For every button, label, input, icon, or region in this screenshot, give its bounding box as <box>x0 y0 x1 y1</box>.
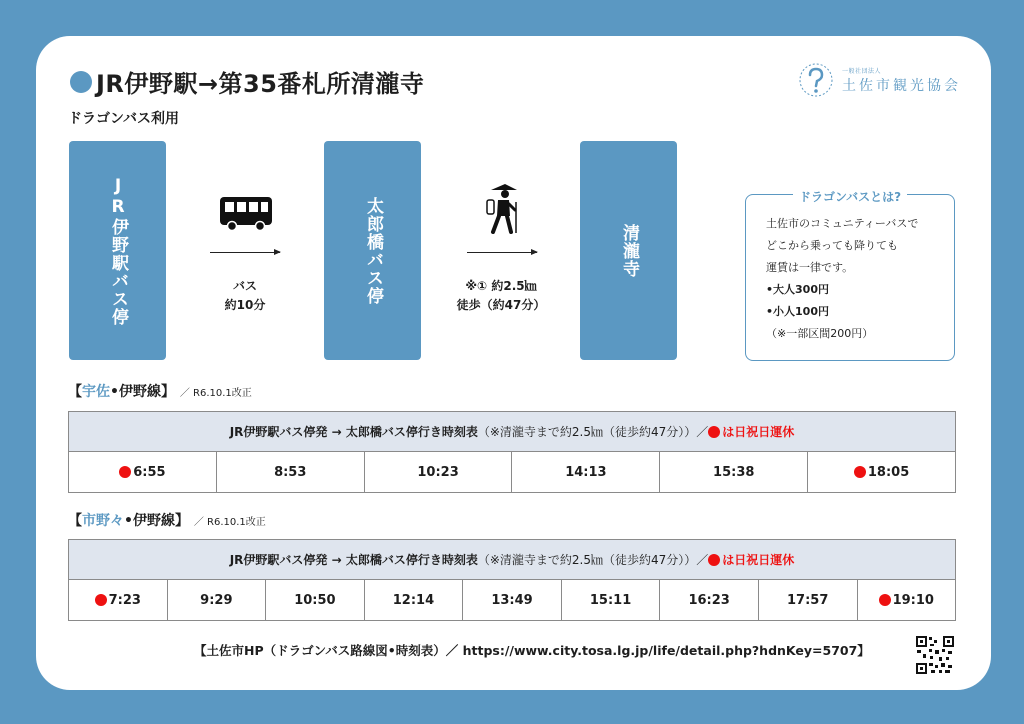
route-name: 宇佐 <box>82 384 110 400</box>
stop-kiyotakiji <box>580 141 677 360</box>
timetable-ichinono <box>68 539 956 621</box>
bracket: 【 <box>68 513 82 529</box>
header-note: （※清瀧寺まで約2.5㎞（徒歩約47分））／ <box>477 425 709 439</box>
time-text: 10:23 <box>417 464 459 480</box>
adult-fare: •大人300円 <box>766 283 829 296</box>
info-line: 土佐市のコミュニティーバスで <box>766 217 919 230</box>
time-text: 10:50 <box>294 592 336 608</box>
page-subtitle: ドラゴンバス利用 <box>68 111 180 127</box>
walk-leg-label <box>445 277 557 314</box>
logo-question-icon <box>798 62 834 98</box>
departure-time <box>217 452 365 492</box>
bracket: 】 <box>160 384 175 400</box>
time-text: 6:55 <box>133 464 166 480</box>
header-holiday: は日祝日運休 <box>722 553 795 567</box>
logo-subtext: 一般社団法人 <box>842 67 882 75</box>
time-text: 19:10 <box>892 592 934 608</box>
header-main: JR伊野駅バス停発 → 太郎橋バス停行き時刻表 <box>229 553 478 567</box>
bracket: 【 <box>68 384 82 400</box>
page-title <box>70 64 424 99</box>
tourism-association-logo <box>798 62 961 98</box>
info-heading: ドラゴンバスとは? <box>793 190 907 204</box>
departure-time <box>512 452 660 492</box>
bus-icon <box>219 196 273 232</box>
header-main: JR伊野駅バス停発 → 太郎橋バス停行き時刻表 <box>229 425 478 439</box>
fare-note: （※一部区間200円） <box>766 327 874 340</box>
logo-name: 土佐市観光協会 <box>842 77 961 94</box>
time-text: 9:29 <box>200 592 233 608</box>
route-rest: •伊野線 <box>110 384 161 400</box>
holiday-dot-icon <box>854 466 866 478</box>
departure-time <box>759 580 858 620</box>
holiday-dot-icon <box>708 426 720 438</box>
footer-link[interactable]: 【土佐市HP（ドラゴンバス路線図•時刻表）／ https://www.city.tosa.lg.jp/life/detail.php?hdnKey=5707】 <box>194 643 870 658</box>
departure-time <box>168 580 267 620</box>
stop-tarobashi <box>324 141 421 360</box>
timetable-header <box>69 412 955 452</box>
departure-time <box>69 452 217 492</box>
holiday-dot-icon <box>95 594 107 606</box>
time-text: 17:57 <box>787 592 829 608</box>
holiday-dot-icon <box>708 554 720 566</box>
dragon-bus-info-box <box>745 190 955 361</box>
time-text: 13:49 <box>491 592 533 608</box>
departure-time <box>808 452 955 492</box>
departure-time <box>463 580 562 620</box>
departure-time <box>266 580 365 620</box>
revision-date: ／ R6.10.1改正 <box>179 388 252 399</box>
info-line: どこから乗っても降りても <box>766 239 898 252</box>
walk-arrow <box>467 252 537 253</box>
header-holiday: は日祝日運休 <box>722 425 795 439</box>
departure-time <box>660 452 808 492</box>
header-note: （※清瀧寺まで約2.5㎞（徒歩約47分））／ <box>477 553 709 567</box>
walk-leg-time: 徒歩（約47分） <box>456 297 546 312</box>
time-text: 15:38 <box>713 464 755 480</box>
stop-jr-ino <box>69 141 166 360</box>
page-title-text: JR伊野駅→第35番札所清瀧寺 <box>96 70 425 98</box>
timetable-usa <box>68 411 956 493</box>
time-text: 15:11 <box>589 592 632 608</box>
time-text: 14:13 <box>565 464 607 480</box>
timetable-header <box>69 540 955 580</box>
bus-leg-mode: バス <box>232 279 257 293</box>
bracket: 】 <box>174 513 189 529</box>
qr-code-icon[interactable] <box>915 635 955 675</box>
departure-time <box>562 580 661 620</box>
bus-leg-label <box>205 277 285 314</box>
holiday-dot-icon <box>879 594 891 606</box>
stop-label: 太郎橋バス停 <box>363 196 383 305</box>
stop-label: 清瀧寺 <box>619 223 639 278</box>
route-name: 市野々 <box>82 513 124 529</box>
departure-time <box>365 580 464 620</box>
departure-time <box>69 580 168 620</box>
walk-leg-distance: ※① 約2.5㎞ <box>465 279 537 293</box>
time-text: 8:53 <box>274 464 307 480</box>
time-text: 7:23 <box>108 592 141 608</box>
departure-time <box>858 580 956 620</box>
child-fare: •小人100円 <box>766 305 829 318</box>
bus-leg-time: 約10分 <box>224 297 266 312</box>
timetable-row <box>69 580 955 620</box>
info-line: 運賃は一律です。 <box>766 261 854 274</box>
departure-time <box>365 452 513 492</box>
route-rest: •伊野線 <box>124 513 175 529</box>
route-title-usa <box>68 381 252 401</box>
route-title-ichinono <box>68 510 266 530</box>
departure-time <box>660 580 759 620</box>
title-bullet-icon <box>70 71 92 93</box>
time-text: 18:05 <box>867 464 910 480</box>
stop-label: JR伊野駅バス停 <box>108 175 128 326</box>
revision-date: ／ R6.10.1改正 <box>193 517 266 528</box>
bus-arrow <box>210 252 280 253</box>
timetable-row <box>69 452 955 492</box>
holiday-dot-icon <box>119 466 131 478</box>
pilgrim-walker-icon <box>483 182 523 234</box>
time-text: 12:14 <box>392 592 435 608</box>
time-text: 16:23 <box>688 592 730 608</box>
